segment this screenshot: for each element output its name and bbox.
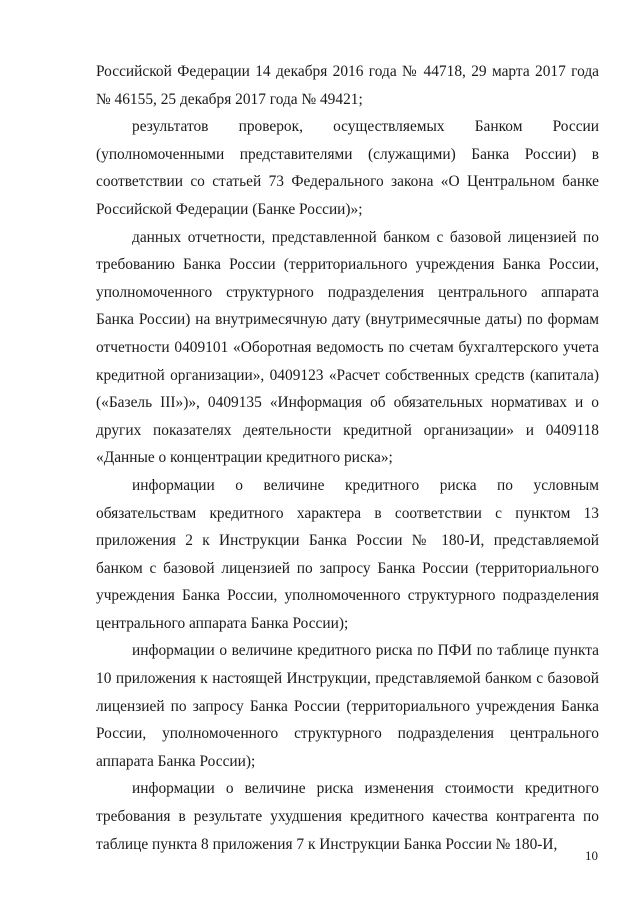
paragraph-continuation: Российской Федерации 14 декабря 2016 года № 44718, 29 марта 2017 года № 46155, 25 декабря 2017 года № 49421; [96,63,599,108]
paragraph-credit-value-adjustment: информации о величине риска изменения стоимости кредитного требования в результате ухудшения кредитного качества контрагента по таблице пункта 8 приложения 7 к Инструкции Банка России № 180-И, [96,780,599,853]
paragraph-inspection-results: результатов проверок, осуществляемых Банком России (уполномоченными представителями (служащими) Банка России) в соответствии со статьей 73 Федерального закона «О Центральном банке Российской Федерации (Банке России)»; [96,118,599,218]
paragraph-credit-risk-derivatives: информации о величине кредитного риска по ПФИ по таблице пункта 10 приложения к настоящей Инструкции, представляемой банком с базовой лицензией по запросу Банка России (территориального учреждения Банка России, уполномоченного структурного подразделения центрального аппарата Банка России); [96,642,599,770]
paragraph-reporting-data: данных отчетности, представленной банком с базовой лицензией по требованию Банка России (территориального учреждения Банка России, уполномоченного структурного подразделения центрального аппарата Банка России) на внутримесячную дату (внутримесячные даты) по формам отчетности 0409101 «Оборотная ведомость по счетам бухгалтерского учета кредитной организации», 0409123 «Расчет собственных средств (капитала) («Базель III»)», 0409135 «Информация об обязательных нормативах и о других показателях деятельности кредитной организации» и 0409118 «Данные о концентрации кредитного риска»; [96,228,599,467]
page-number: 10 [585,848,598,863]
document-page [96,58,599,858]
paragraph-credit-risk-contingent: информации о величине кредитного риска по условным обязательствам кредитного характера в соответствии с пунктом 13 приложения 2 к Инструкции Банка России № 180-И, представляемой банком с базовой лицензией по запросу Банка России (территориального учреждения Банка России, уполномоченного структурного подразделения центрального аппарата Банка России); [96,476,599,632]
